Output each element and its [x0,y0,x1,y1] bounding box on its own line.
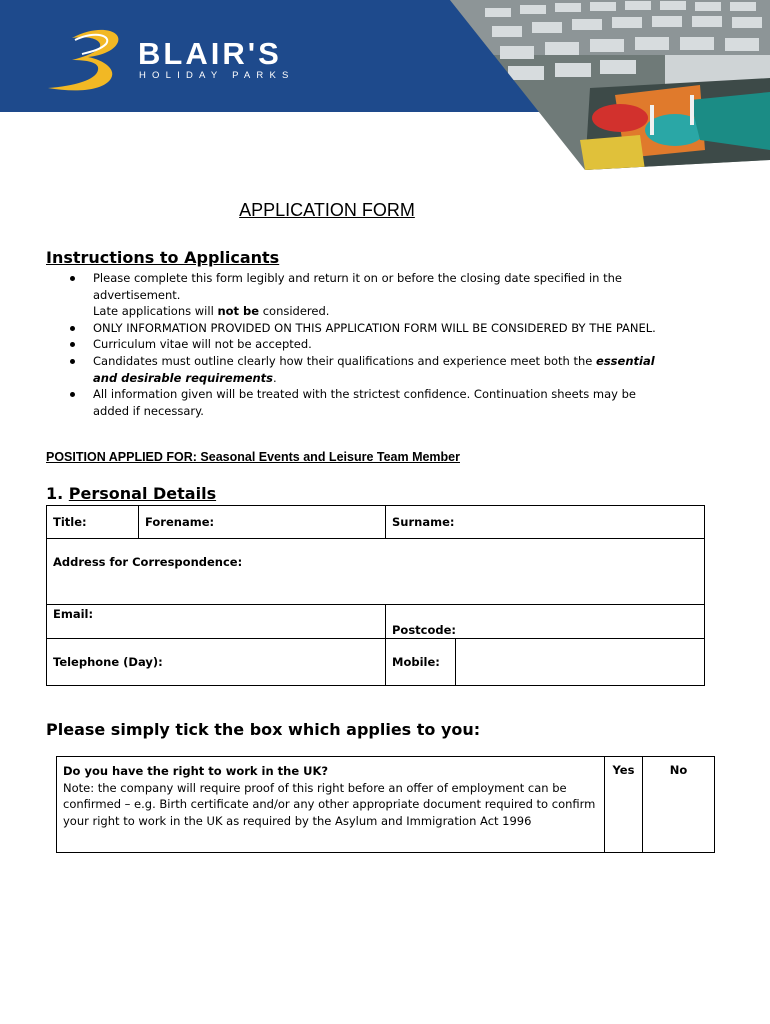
no-label: No [669,763,688,777]
header-graphic [0,0,770,170]
bullet-icon [70,359,75,364]
instruction-text: essential and desirable requirements [93,353,655,385]
surname-field[interactable] [386,506,705,539]
instruction-text: not be [217,304,260,319]
instructions-heading [46,248,279,267]
bullet-icon [70,326,75,331]
title-field[interactable] [47,506,139,539]
bullet-icon [70,276,75,281]
yes-checkbox-cell[interactable] [605,757,643,853]
instruction-text: All information given will be treated with the strictest confidence. Continuation sheets may be added if necessary. [93,387,636,418]
postcode-field[interactable] [386,605,705,639]
yes-label: Yes [612,763,635,777]
title-label: Title: [53,515,87,529]
telephone-field[interactable] [47,639,386,686]
section-number: 1. [46,484,64,503]
personal-details-heading [46,484,216,503]
no-checkbox-cell[interactable] [643,757,715,853]
personal-details-heading-text: Personal Details [68,484,217,503]
tick-heading: Please simply tick the box which applies to you: [46,720,481,739]
postcode-label: Postcode: [392,623,457,637]
brand-name: BLAIR'S [138,36,282,71]
bullet-icon [70,392,75,397]
position-applied: POSITION APPLIED FOR: Seasonal Events and Leisure Team Member [46,450,460,464]
instructions-list [60,270,660,419]
email-label: Email: [53,607,94,621]
instruction-text: Please complete this form legibly and return it on or before the closing date specified in the advertisement. [93,271,622,302]
instruction-item [60,353,660,386]
instruction-text: ONLY INFORMATION PROVIDED ON THIS APPLICATION FORM WILL BE CONSIDERED BY THE PANEL. [93,320,656,335]
mobile-field[interactable] [456,639,705,686]
right-to-work-question-cell [57,757,605,853]
surname-label: Surname: [392,515,455,529]
personal-details-table [46,505,705,686]
instruction-text: considered. [259,304,330,319]
header-banner [0,0,770,170]
logo [138,38,295,82]
right-to-work-table [56,756,715,853]
instruction-text: Late applications will [93,304,218,319]
right-to-work-question: Do you have the right to work in the UK? [63,764,329,778]
brand-subtitle: HOLIDAY PARKS [139,70,295,81]
form-title: APPLICATION FORM [239,200,415,220]
instruction-item [60,320,660,337]
email-field[interactable] [47,605,386,639]
mobile-label-cell [386,639,456,686]
instruction-item [60,303,660,320]
mobile-label: Mobile: [392,655,440,669]
instructions-heading-text: Instructions to Applicants [46,248,280,267]
address-label: Address for Correspondence: [53,555,243,569]
instruction-item [60,386,660,419]
instruction-item [60,336,660,353]
instruction-text: Candidates must outline clearly how their qualifications and experience meet both the [93,353,597,368]
telephone-label: Telephone (Day): [53,655,163,669]
instruction-item [60,270,660,303]
instruction-text: Curriculum vitae will not be accepted. [93,337,312,352]
forename-label: Forename: [145,515,215,529]
forename-field[interactable] [139,506,386,539]
instruction-text: . [273,370,277,385]
right-to-work-note: Note: the company will require proof of this right before an offer of employment can be confirmed – e.g. Birth certificate and/or any other appropriate document required to confirm your right to work in the UK as required by the Asylum and Immigration Act 1996 [63,780,596,828]
bullet-icon [70,342,75,347]
address-field[interactable] [47,539,705,605]
